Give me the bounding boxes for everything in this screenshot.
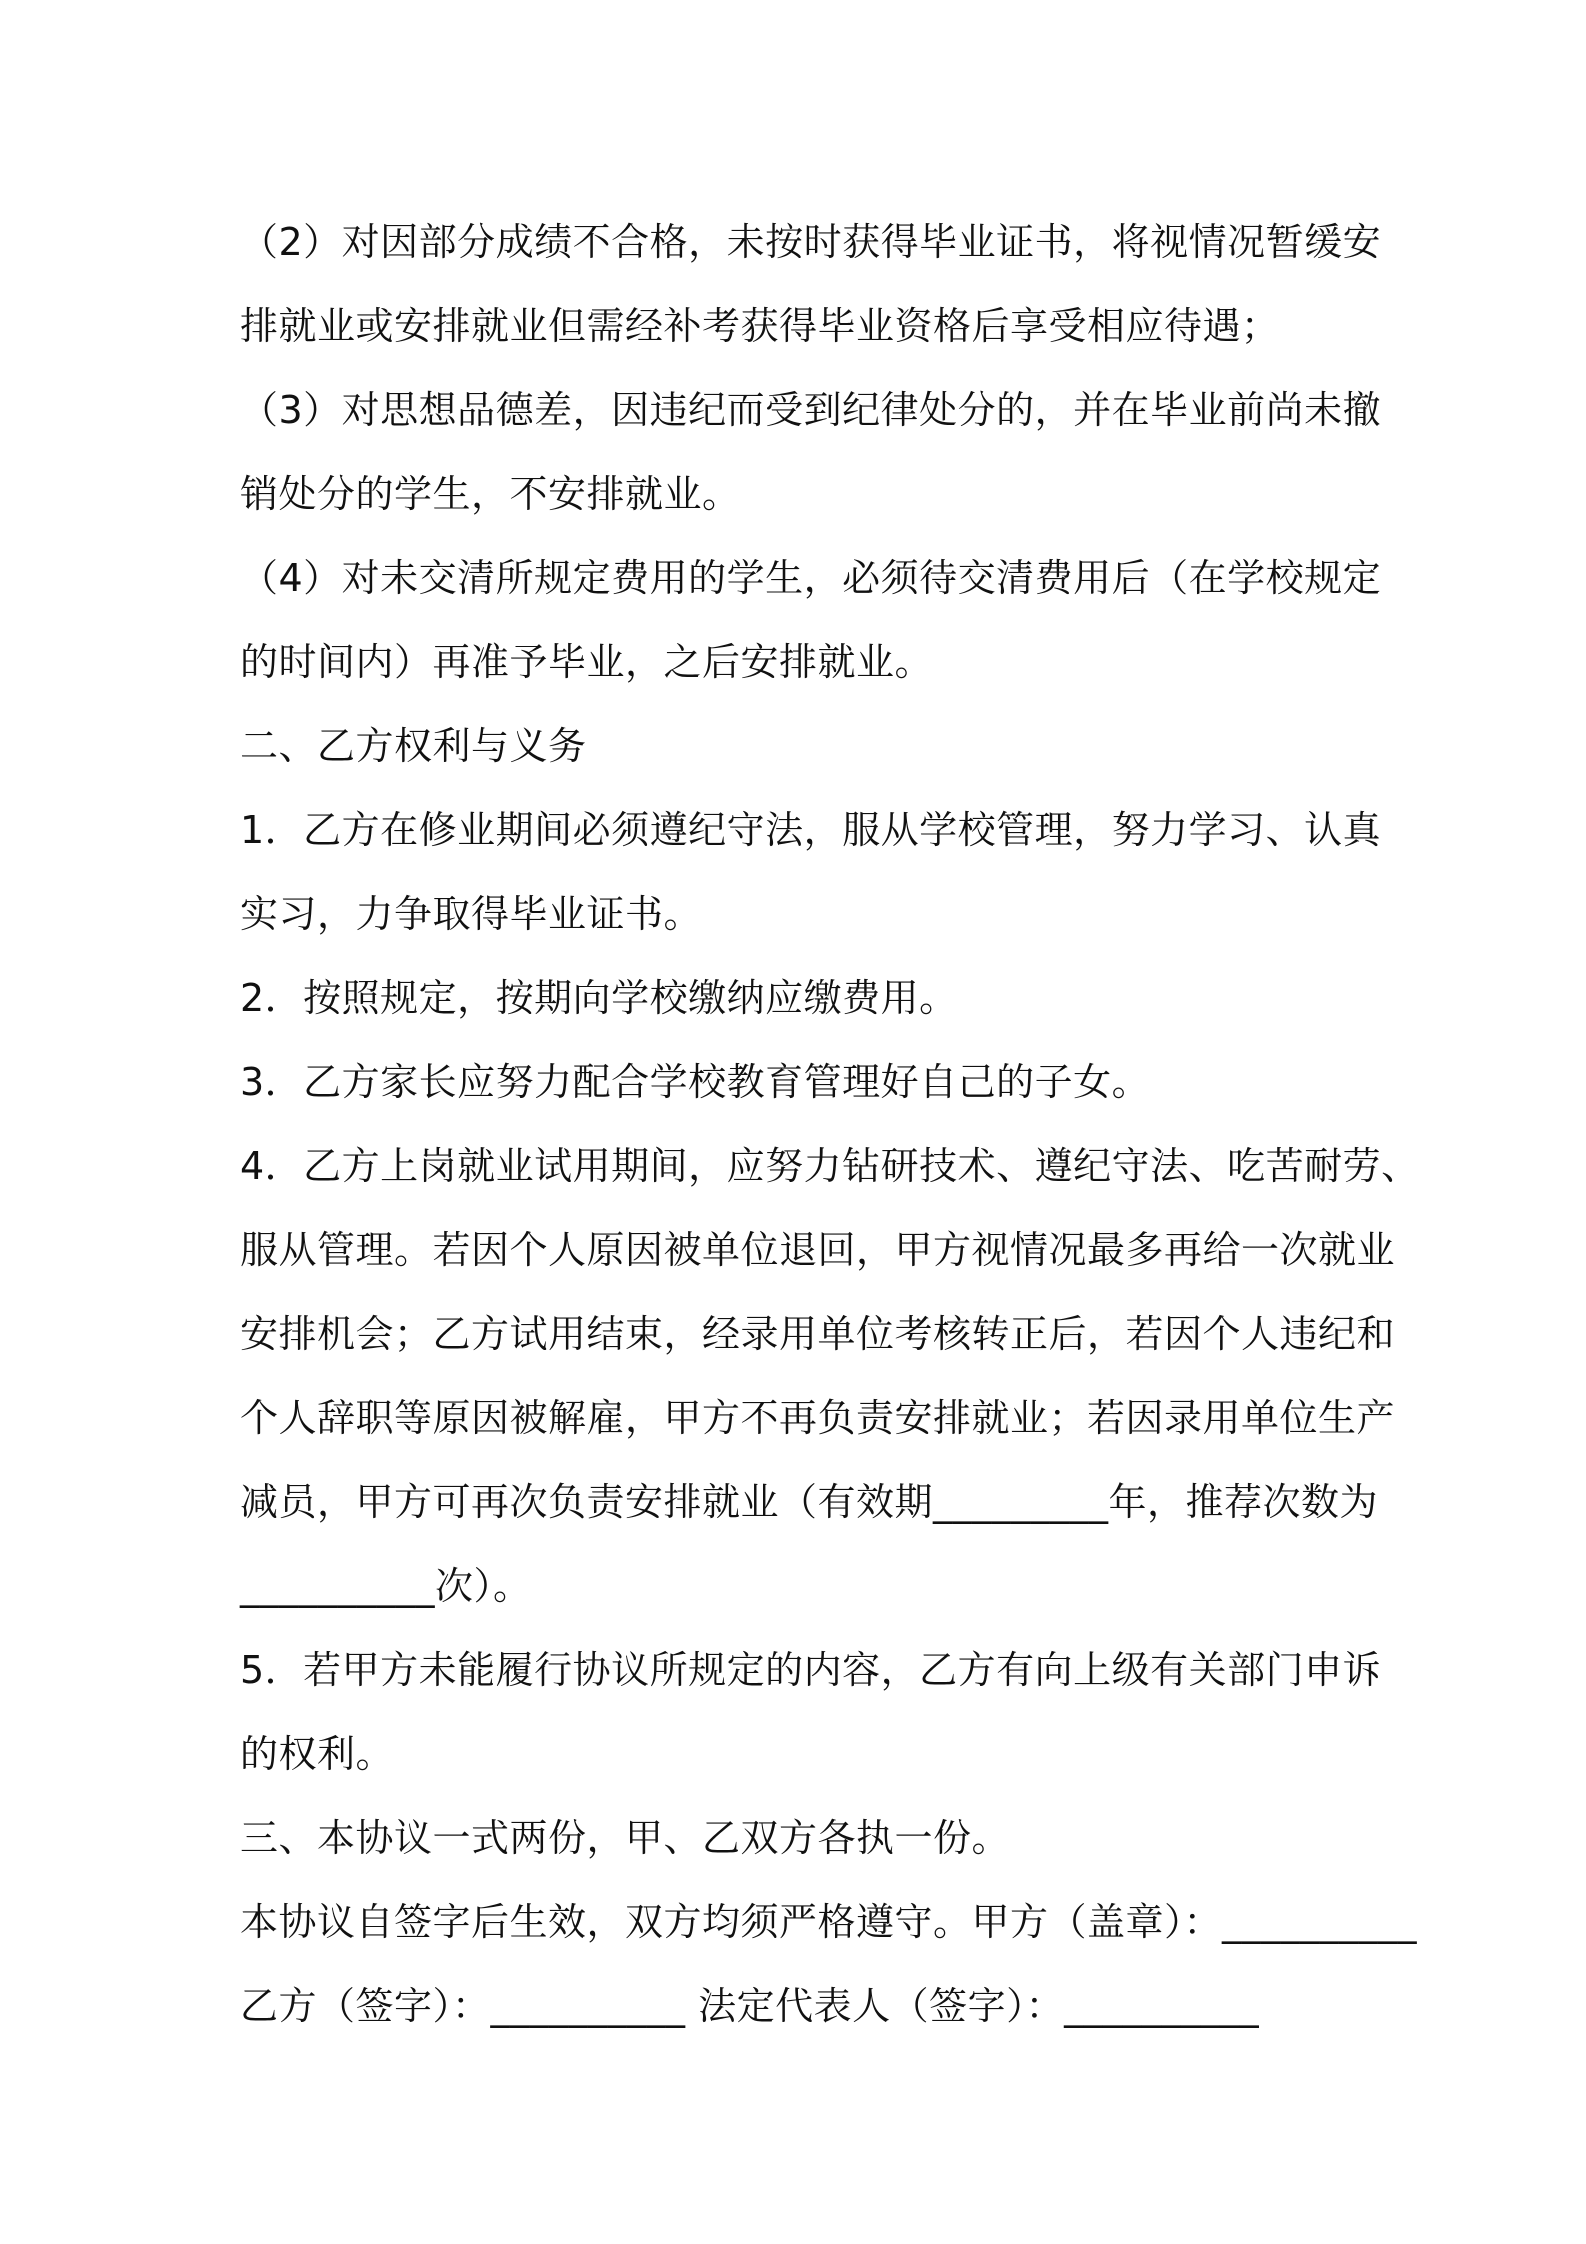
signature-line-party-b: 乙方（签字）：__________ 法定代表人（签字）：__________ xyxy=(240,1984,1260,2028)
text-line: 个人辞职等原因被解雇，甲方不再负责安排就业；若因录用单位生产 xyxy=(240,1396,1396,1440)
text-line: 3．乙方家长应努力配合学校教育管理好自己的子女。 xyxy=(240,1060,1151,1104)
text-line: 排就业或安排就业但需经补考获得毕业资格后享受相应待遇； xyxy=(240,304,1280,348)
text-line: 4．乙方上岗就业试用期间，应努力钻研技术、遵纪守法、吃苦耐劳、 xyxy=(240,1144,1420,1188)
signature-line-party-a: 本协议自签字后生效，双方均须严格遵守。甲方（盖章）：__________ xyxy=(240,1900,1418,1944)
text-line: （3）对思想品德差，因违纪而受到纪律处分的，并在毕业前尚未撤 xyxy=(240,388,1382,432)
text-line: 1．乙方在修业期间必须遵纪守法，服从学校管理，努力学习、认真 xyxy=(240,808,1382,852)
text-line: 服从管理。若因个人原因被单位退回，甲方视情况最多再给一次就业 xyxy=(240,1228,1396,1272)
text-line: __________次）。 xyxy=(240,1564,532,1608)
section-heading: 三、本协议一式两份，甲、乙双方各执一份。 xyxy=(240,1816,1011,1860)
text-line: 减员，甲方可再次负责安排就业（有效期_________年，推荐次数为 xyxy=(240,1480,1379,1524)
document-body xyxy=(240,200,1420,2048)
text-line: 销处分的学生，不安排就业。 xyxy=(240,472,741,516)
text-line: 5．若甲方未能履行协议所规定的内容，乙方有向上级有关部门申诉 xyxy=(240,1648,1382,1692)
text-line: 的时间内）再准予毕业，之后安排就业。 xyxy=(240,640,934,684)
text-line: 实习，力争取得毕业证书。 xyxy=(240,892,703,936)
text-line: 安排机会；乙方试用结束，经录用单位考核转正后，若因个人违纪和 xyxy=(240,1312,1396,1356)
text-line: 的权利。 xyxy=(240,1732,395,1776)
text-line: （4）对未交清所规定费用的学生，必须待交清费用后（在学校规定 xyxy=(240,556,1382,600)
text-line: （2）对因部分成绩不合格，未按时获得毕业证书，将视情况暂缓安 xyxy=(240,220,1382,264)
section-heading: 二、乙方权利与义务 xyxy=(240,724,587,768)
text-line: 2．按照规定，按期向学校缴纳应缴费用。 xyxy=(240,976,958,1020)
